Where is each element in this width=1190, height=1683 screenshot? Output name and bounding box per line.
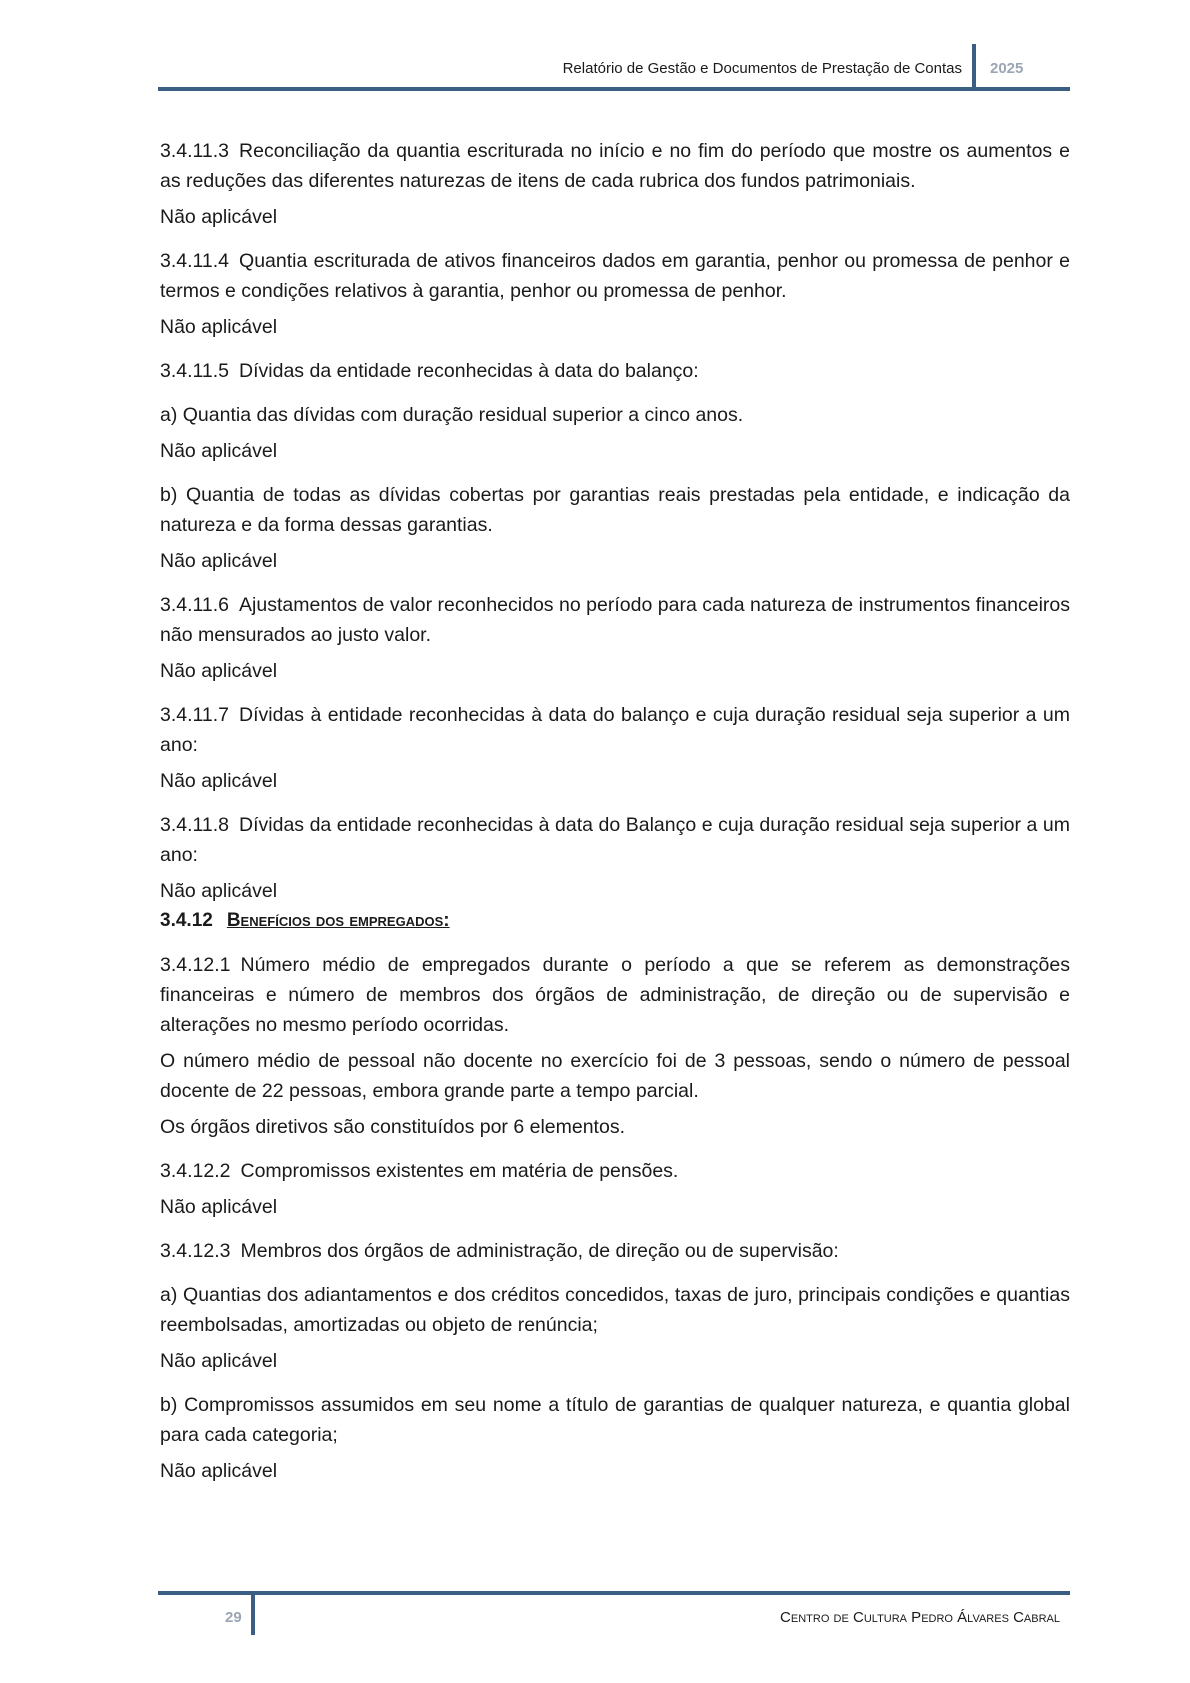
item-answer: Não aplicável: [160, 1460, 278, 1482]
item-text: Dívidas à entidade reconhecidas à data do balanço e cuja duração residual seja superior a um ano:: [160, 704, 1070, 756]
section-number: 3.4.12: [160, 910, 213, 931]
header-rule: [158, 87, 1070, 91]
item-answer: Não aplicável: [160, 550, 278, 572]
footer-rule: [158, 1591, 1070, 1595]
item-text: Dívidas da entidade reconhecidas à data do Balanço e cuja duração residual seja superior a um ano:: [160, 814, 1070, 866]
item-answer: O número médio de pessoal não docente no exercício foi de 3 pessoas, sendo o número de pessoal docente de 22 pessoas, embora grande parte a tempo parcial.: [160, 1050, 1070, 1102]
item-answer: Os órgãos diretivos são constituídos por 6 elementos.: [160, 1116, 625, 1138]
document-body: [160, 136, 1070, 1486]
item-3-4-12-3: [160, 1236, 1070, 1266]
item-text: Número médio de empregados durante o período a que se referem as demonstrações financeiras e número de membros dos órgãos de administração, de direção ou de supervisão e alterações no mesmo período ocorridas.: [160, 954, 1070, 1036]
item-answer: Não aplicável: [160, 440, 278, 462]
item-answer: Não aplicável: [160, 206, 278, 228]
item-text: Compromissos existentes em matéria de pensões.: [240, 1160, 679, 1182]
item-answer: Não aplicável: [160, 660, 278, 682]
header-title: Relatório de Gestão e Documentos de Prestação de Contas: [562, 60, 962, 77]
item-3-4-11-6: [160, 590, 1070, 650]
sub-item-b: b) Quantia de todas as dívidas cobertas por garantias reais prestadas pela entidade, e indicação da natureza e da forma dessas garantias.: [160, 484, 1070, 536]
section-heading: [160, 906, 1070, 936]
item-number: 3.4.11.5: [160, 360, 230, 382]
item-3-4-11-7: [160, 700, 1070, 760]
item-answer: Não aplicável: [160, 316, 278, 338]
item-number: 3.4.11.8: [160, 814, 230, 836]
item-number: 3.4.11.7: [160, 704, 230, 726]
footer-organization: Centro de Cultura Pedro Álvares Cabral: [780, 1609, 1060, 1626]
section-title: Benefícios dos empregados:: [226, 910, 450, 931]
item-number: 3.4.11.6: [160, 594, 230, 616]
item-number: 3.4.11.3: [160, 140, 230, 162]
item-answer: Não aplicável: [160, 1196, 278, 1218]
item-answer: Não aplicável: [160, 880, 278, 902]
sub-item-b: b) Compromissos assumidos em seu nome a título de garantias de qualquer natureza, e quantia global para cada categoria;: [160, 1394, 1070, 1446]
item-3-4-12-2: [160, 1156, 1070, 1186]
item-text: Reconciliação da quantia escriturada no início e no fim do período que mostre os aumentos e as reduções das diferentes naturezas de itens de cada rubrica dos fundos patrimoniais.: [160, 140, 1070, 192]
item-number: 3.4.12.3: [160, 1240, 231, 1262]
item-3-4-11-8: [160, 810, 1070, 870]
item-3-4-11-3: [160, 136, 1070, 196]
item-3-4-11-5: [160, 356, 1070, 386]
item-number: 3.4.11.4: [160, 250, 230, 272]
item-number: 3.4.12.1: [160, 954, 231, 976]
sub-item-a: a) Quantia das dívidas com duração residual superior a cinco anos.: [160, 404, 744, 426]
item-3-4-11-4: [160, 246, 1070, 306]
item-text: Quantia escriturada de ativos financeiros dados em garantia, penhor ou promessa de penhor e termos e condições relativos à garantia, penhor ou promessa de penhor.: [160, 250, 1070, 302]
header-separator: [972, 44, 976, 90]
item-answer: Não aplicável: [160, 1350, 278, 1372]
item-text: Dívidas da entidade reconhecidas à data do balanço:: [239, 360, 699, 382]
item-text: Ajustamentos de valor reconhecidos no período para cada natureza de instrumentos financeiros não mensurados ao justo valor.: [160, 594, 1070, 646]
item-3-4-12-1: [160, 950, 1070, 1040]
item-text: Membros dos órgãos de administração, de direção ou de supervisão:: [240, 1240, 839, 1262]
item-answer: Não aplicável: [160, 770, 278, 792]
header-year: 2025: [990, 60, 1024, 77]
item-number: 3.4.12.2: [160, 1160, 231, 1182]
sub-item-a: a) Quantias dos adiantamentos e dos créditos concedidos, taxas de juro, principais condições e quantias reembolsadas, amortizadas ou objeto de renúncia;: [160, 1284, 1070, 1336]
footer-separator: [251, 1591, 255, 1635]
page-number: 29: [225, 1609, 242, 1626]
